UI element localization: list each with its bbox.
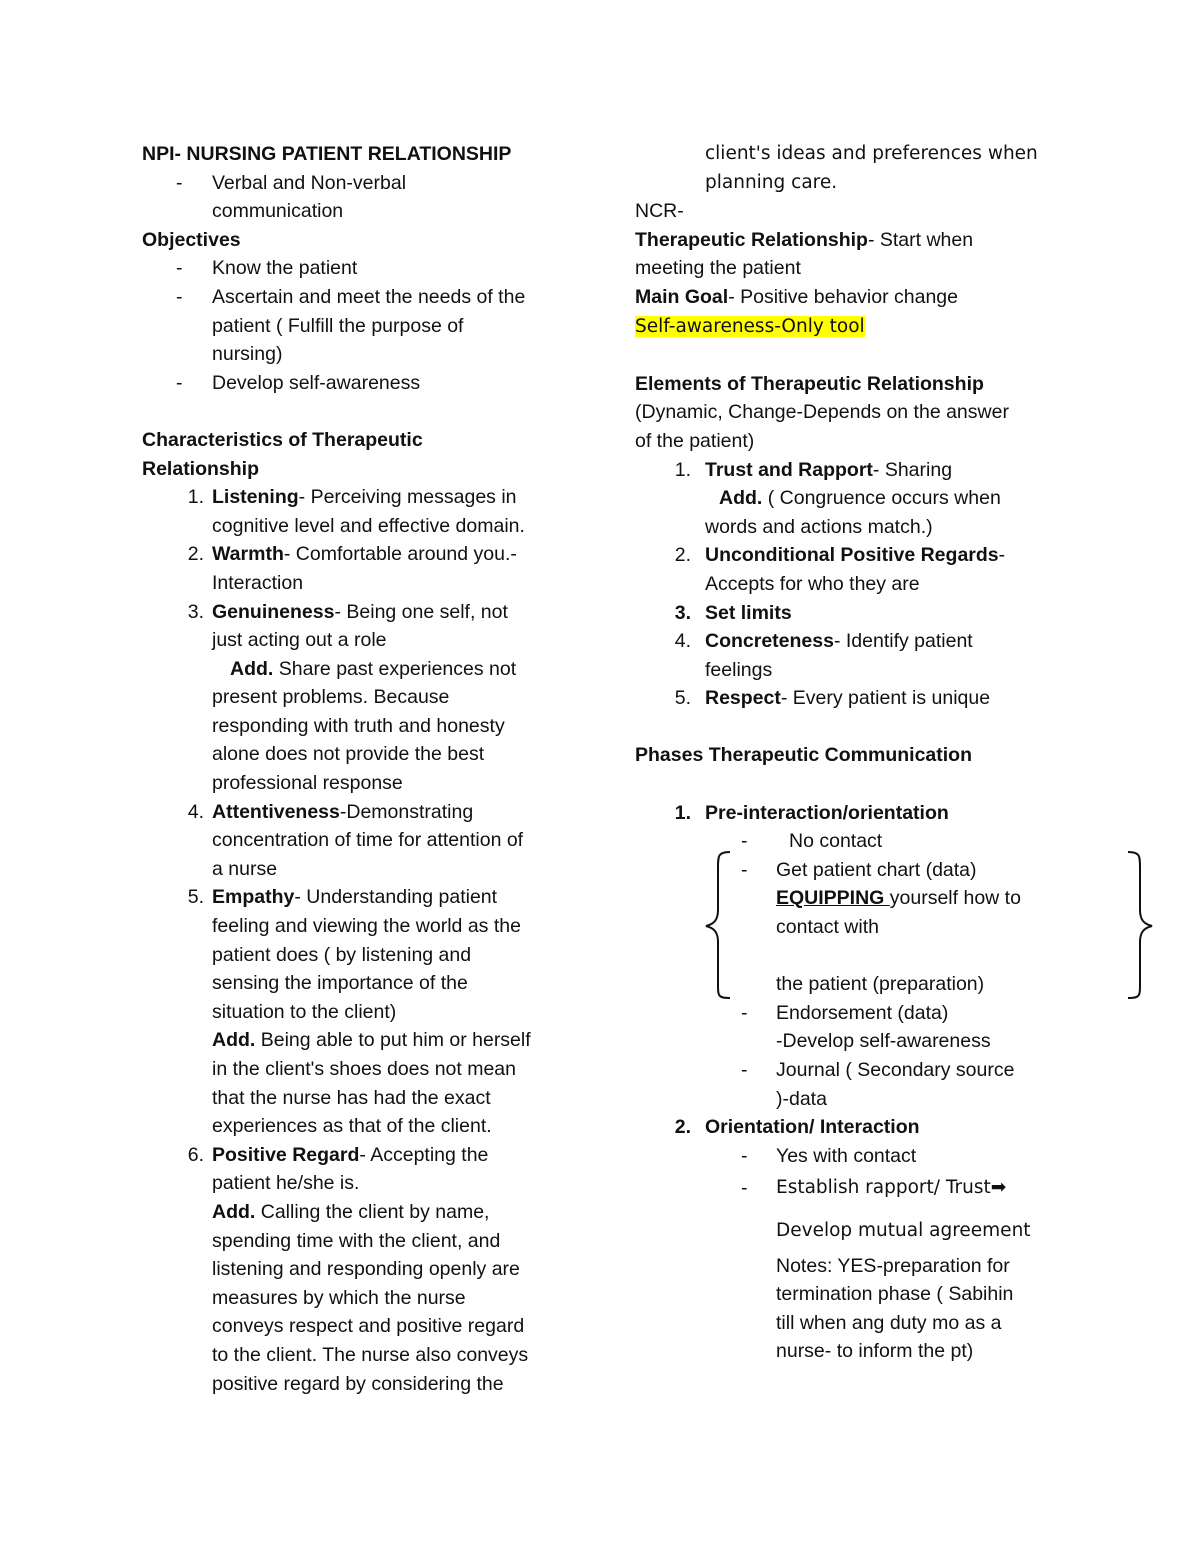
left-column: NPI- NURSING PATIENT RELATIONSHIP - Verbal and Non-verbal communication Objectives - Know the patient - Ascertain and meet the needs of the patient ( Fulfill the purpose of nursing) - Develop self-awareness Characteristics of Therapeutic Relationship 1. Listening- Perceiving messages in cognitive level and effective domain. 2. Warmth- Comfortable around you.- Interaction 3. Genuineness- Being one self, not just acting out a role Add. Share past experiences not present problems. Because responding with truth and honesty alone does not provide the best professional response 4. Attentiveness-Demonstrating concentration of time for attention of a nurse 5. Empathy- Understanding patient feeling and viewing the world as the patient does ( by listening and sensing the importance of the situation to the client) Add. Being able to put him or herself in the client's shoes does not mean that the nurse has had the exact experiences as that of the client. 6. Positive Regard- Accepting the patient he/she is. Add. Calling the client by name, spending time with the client, and listening and responding openly are measures by which the nurse conveys respect and positive regard to the client. The nurse also conveys positive regard by considering the bbox=[142, 140, 582, 1398]
list-item: - Know the patient bbox=[176, 257, 358, 280]
main-goal: Main Goal- Positive behavior change bbox=[635, 285, 958, 308]
add-note: Add. Share past experiences not bbox=[230, 657, 517, 680]
right-brace-icon bbox=[1120, 848, 1160, 1003]
phase-2: 2. Orientation/ Interaction bbox=[674, 1116, 920, 1139]
highlighted-text: Self-awareness-Only tool bbox=[635, 315, 865, 337]
list-item: - Develop self-awareness bbox=[176, 371, 421, 394]
dash-bullet: - bbox=[176, 171, 183, 194]
ncr-label: NCR- bbox=[635, 200, 684, 223]
numbered-item-genuineness: 3. Genuineness- Being one self, not bbox=[187, 600, 508, 623]
phases-heading: Phases Therapeutic Communication bbox=[635, 744, 972, 767]
numbered-item-empathy: 5. Empathy- Understanding patient bbox=[187, 886, 498, 909]
list-item: - Ascertain and meet the needs of the bbox=[176, 285, 526, 308]
numbered-item-attentiveness: 4. Attentiveness-Demonstrating bbox=[187, 800, 474, 823]
objectives-heading: Objectives bbox=[142, 228, 241, 251]
document-title: NPI- NURSING PATIENT RELATIONSHIP bbox=[142, 143, 512, 165]
add-note: Add. Calling the client by name, bbox=[212, 1200, 490, 1223]
characteristics-heading: Characteristics of Therapeutic bbox=[142, 428, 423, 451]
therapeutic-relationship: Therapeutic Relationship- Start when bbox=[635, 228, 974, 251]
numbered-item-positive-regard: 6. Positive Regard- Accepting the bbox=[187, 1143, 489, 1166]
elements-heading: Elements of Therapeutic Relationship bbox=[635, 372, 984, 395]
element-concreteness: 4. Concreteness- Identify patient bbox=[674, 630, 973, 653]
element-limits: 3. Set limits bbox=[674, 601, 792, 624]
phase-1: 1. Pre-interaction/orientation bbox=[674, 801, 949, 824]
list-item-cont: communication bbox=[212, 200, 344, 223]
numbered-item-warmth: 2. Warmth- Comfortable around you.- bbox=[187, 543, 517, 566]
left-brace-icon bbox=[700, 848, 740, 1003]
add-note: Add. Being able to put him or herself bbox=[212, 1029, 531, 1052]
element-trust: 1. Trust and Rapport- Sharing bbox=[674, 458, 953, 481]
right-column: client's ideas and preferences when planning care. NCR- Therapeutic Relationship- Start when meeting the patient Main Goal- Positive behavior change Self-awareness-Only tool Elements of Therapeutic Relationship (Dynamic, Change-Depends on the answer of the patient) 1. Trust and Rapport- Sharing Add. ( Congruence occurs when words and actions match.) 2. Unconditional Positive Regards- Accepts for who they are 3. Set limits 4. Concreteness- Identify patient feelings 5. Respect- Every patient is unique Phases Therapeutic Communication 1. Pre-interaction/orientation - No contact - Get patient chart (data) EQUIPPING yourself how to contact with the patient (preparation) - Endorsement (data) -Develop self-awareness - Journal ( Secondary source )-data 2. Orientation/ Interaction - Yes with contact - Establish rapport/ Trust➡ Develop mutual agreement Notes: YES-preparation for termination phase ( Sabihin till when ang duty mo as a nurse- to inform the pt) bbox=[635, 140, 1075, 1366]
arrow-icon: ➡ bbox=[990, 1177, 1007, 1199]
list-item: - Verbal and Non-verbal bbox=[142, 169, 582, 198]
element-respect: 5. Respect- Every patient is unique bbox=[674, 687, 991, 710]
add-note: Add. ( Congruence occurs when bbox=[719, 487, 1001, 510]
numbered-item-listening: 1. Listening- Perceiving messages in bbox=[187, 486, 517, 509]
element-upr: 2. Unconditional Positive Regards- bbox=[674, 544, 1006, 567]
equipping-text: EQUIPPING bbox=[776, 887, 890, 910]
